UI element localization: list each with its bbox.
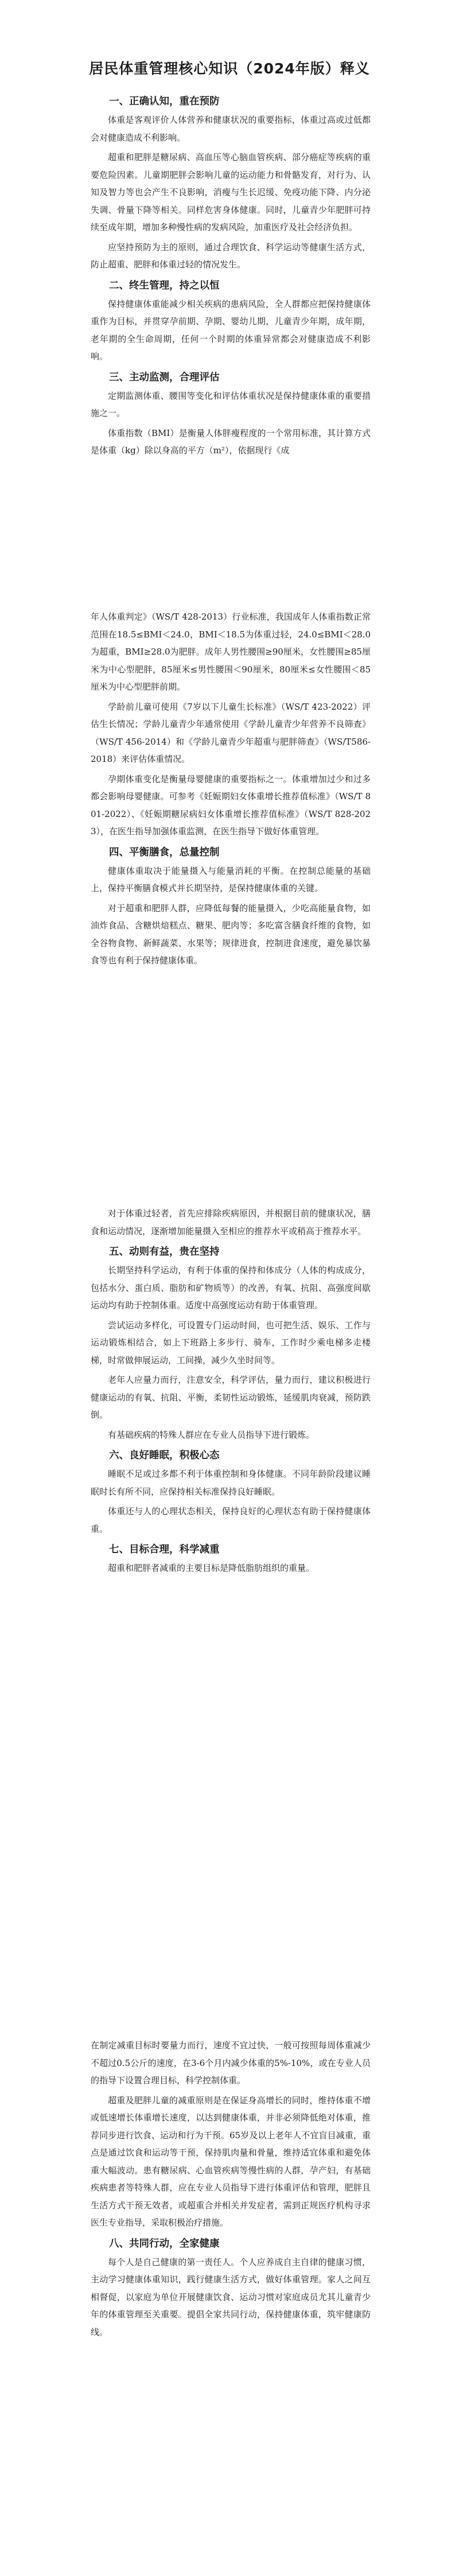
section-heading: 一、正确认知，重在预防 [109, 96, 220, 107]
content-block-3 [91, 1205, 371, 1579]
page-title: 居民体重管理核心知识（2024年版）释义 [89, 60, 370, 77]
paragraph: 健康体重取决于能量摄入与能量消耗的平衡。在控制总能量的基础上，保持平衡膳食模式并长期坚持，是保持健康体重的关键。 [91, 865, 371, 893]
paragraph: 孕期体重变化是衡量母婴健康的重要指标之一。体重增加过少和过多都会影响母婴健康。可参考《妊娠期妇女体重增长推荐值标准》（WS/T 801-2022）、《妊娠期糖尿病妇女体重增长推荐值标准》（WS/T 828-2023），在医生指导加强体重监测，在医生指导下做好体重管理。 [91, 773, 371, 836]
paragraph: 超重及肥胖儿童的减重原则是在保证身高增长的同时，维持体重不增或低速增长体重增长速度，以达到健康体重，并非必须降低绝对体重，推荐同步进行饮食、运动和行为干预。65岁及以上老年人不宜盲目减重，重点是通过饮食和运动等干预，保持肌肉量和骨量，维持适宜体重和避免体重大幅波动。患有糖尿病、心血管疾病等慢性病的人群，孕产妇，有基础疾病患者等特殊人群，应在专业人员指导下进行体重评估和管理，肥胖且生活方式干预无效者，或超重合并相关并发症者，需到正规医疗机构寻求医生专业指导，采取积极治疗措施。 [91, 2095, 371, 2228]
paragraph: 老年人应量力而行，注意安全，科学评估，量力而行，建议积极进行健康运动的有氧、抗阻、平衡，柔韧性运动锻炼，延缓肌肉衰减，预防跌倒。 [91, 1375, 371, 1420]
section-8 [91, 2234, 371, 2341]
section-heading: 八、共同行动，全家健康 [109, 2238, 220, 2250]
section-heading: 五、动则有益，贵在坚持 [109, 1246, 220, 1258]
paragraph: 尝试运动多样化，可设置专门运动时间，也可把生活、娱乐、工作与运动锻炼相结合，如上下班路上多步行、骑车，工作时少乘电梯多走楼梯，时常做伸展运动，工间操，减少久坐时间等。 [91, 1320, 371, 1365]
paragraph: 睡眠不足或过多都不利于体重控制和身体健康。不同年龄阶段建议睡眠时长有所不同，应保持相关标准保持良好睡眠。 [91, 1469, 371, 1497]
section-heading: 七、目标合理，科学减重 [109, 1544, 220, 1555]
section-5 [91, 1242, 371, 1443]
paragraph: 体重还与人的心理状态相关，保持良好的心理状态有助于保持健康体重。 [91, 1506, 371, 1534]
paragraph: 有基础疾病的特殊人群应在专业人员指导下进行锻炼。 [108, 1429, 315, 1440]
paragraph: 应坚持预防为主的原则，通过合理饮食、科学运动等健康生活方式，防止超重、肥胖和体重过轻的情况发生。 [91, 242, 371, 270]
paragraph: 对于体重过轻者，首先应排除疾病原因，并根据目前的健康状况，膳食和运动情况，逐渐增加能量摄入至相应的推荐水平或稍高于推荐水平。 [91, 1208, 371, 1236]
paragraph: 年人体重判定》（WS/T 428-2013）行业标准，我国成年人体重指数正常范围在18.5≤BMI＜24.0，BMI＜18.5为体重过轻，24.0≤BMI＜28.0为超重，BMI≥28.0为肥胖。成年人男性腰围≥90厘米，女性腰围≥85厘米为中心型肥胖，85厘米≤男性腰围＜90厘米，80厘米≤女性腰围＜85厘米为中心型肥胖前期。 [91, 612, 371, 692]
paragraph: 保持健康体重能减少相关疾病的患病风险，全人群都应把保持健康体重作为目标，并贯穿孕前期、孕期、婴幼儿期，儿童青少年期，成年期，老年期的全生命周期，任何一个时期的体重异常都会对健康造成不利影响。 [91, 298, 371, 361]
paragraph: 每个人是自己健康的第一责任人。个人应养成自主自律的健康习惯，主动学习健康体重知识，践行健康生活方式，做好体重管理。家人之间互相督促，以家庭为单位开展健康饮食、运动习惯对家庭成员尤其儿童青少年的体重管理至关重要。提倡全家共同行动，保持健康体重，筑牢健康防线。 [91, 2256, 371, 2337]
section-7 [91, 1540, 371, 1577]
content-block-4 [91, 2037, 371, 2343]
section-heading: 三、主动监测，合理评估 [109, 371, 220, 383]
content-block-1 [91, 92, 371, 462]
section-heading: 二、终生管理，持之以恒 [109, 279, 220, 291]
section-heading: 六、良好睡眠，积极心态 [109, 1450, 220, 1461]
section-2 [91, 276, 371, 365]
paragraph: 定期监测体重、腰围等变化和评估体重状况是保持健康体重的重要措施之一。 [91, 390, 371, 418]
section-4 [91, 843, 371, 970]
section-heading: 四、平衡膳食，总量控制 [109, 846, 220, 858]
paragraph: 对于超重和肥胖人群，应降低每餐的能量摄入，少吃高能量食物，如油炸食品、含糖烘焙糕点、糖果、肥肉等；多吃富含膳食纤维的食物，如全谷物食物、新鲜蔬菜、水果等；规律进食，控制进食速度，避免暴饮暴食等也有利于保持健康体重。 [91, 902, 371, 966]
section-3 [91, 368, 371, 460]
paragraph: 超重和肥胖者减重的主要目标是降低脂肪组织的重量。 [108, 1563, 315, 1573]
paragraph: 长期坚持科学运动，有利于体重的保持和体成分（人体的构成成分，包括水分、蛋白质、脂肪和矿物质等）的改善，有氧、抗阻、高强度间歇运动均有助于控制体重。适度中高强度运动有助于体重管理。 [91, 1265, 371, 1310]
section-6 [91, 1446, 371, 1538]
paragraph: 学龄前儿童可使用《7岁以下儿童生长标准》（WS/T 423-2022）评估生长情况；学龄儿童青少年通常使用《学龄儿童青少年营养不良筛查》（WS/T 456-2014）和《学龄儿童青少年超重与肥胖筛查》（WS/T586-2018）来评估体重情况。 [91, 701, 371, 764]
paragraph: 体重是客观评价人体营养和健康状况的重要指标，体重过高或过低都会对健康造成不利影响。 [91, 115, 371, 143]
paragraph: 体重指数（BMI）是衡量人体胖瘦程度的一个常用标准，其计算方式是体重（kg）除以身高的平方（m²），依据现行《成 [91, 427, 371, 456]
section-1 [91, 92, 371, 274]
paragraph: 超重和肥胖是糖尿病、高血压等心脑血管疾病、部分癌症等疾病的重要危险因素。儿童期肥胖会影响儿童的运动能力和骨骼发育，对行为、认知及智力等也会产生不良影响，消瘦与生长迟缓、免疫功能下降、内分泌失调、骨量下降等相关。同样危害身体健康。同时，儿童青少年肥胖可持续至成年期，增加多种慢性病的发病风险，加重医疗及社会经济负担。 [91, 152, 371, 232]
content-block-2 [91, 608, 371, 972]
paragraph: 在制定减重目标时要量力而行，速度不宜过快，一般可按照每周体重减少不超过0.5公斤的速度，在3-6个月内减少体重的5%-10%，或在专业人员的指导下设置合理目标，科学控制体重。 [91, 2040, 371, 2085]
